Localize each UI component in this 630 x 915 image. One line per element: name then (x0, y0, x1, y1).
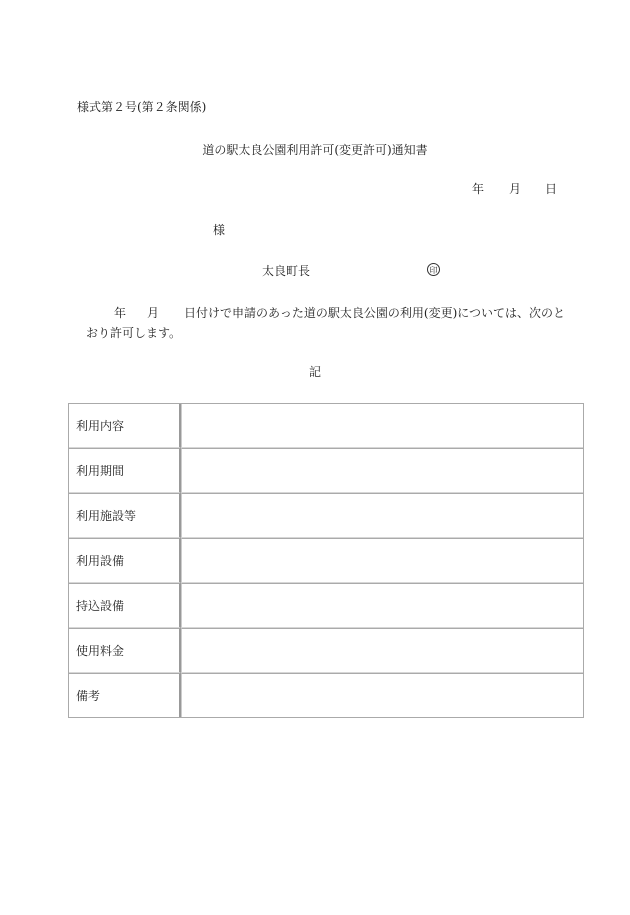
row-label: 利用施設等 (69, 493, 181, 538)
table-row (69, 448, 583, 493)
table-row (69, 404, 583, 448)
table-row (69, 538, 583, 583)
row-value (181, 404, 583, 448)
permit-details-table (68, 403, 584, 718)
row-label: 利用期間 (69, 448, 181, 493)
date-month-label: 月 (509, 182, 522, 196)
row-label: 持込設備 (69, 583, 181, 628)
row-value (181, 448, 583, 493)
date-day-label: 日 (545, 182, 558, 196)
body-text-line1: 日付けで申請のあった道の駅太良公園の利用(変更)については、次のと (184, 306, 566, 320)
row-label: 利用設備 (69, 538, 181, 583)
body-month-label: 月 (147, 306, 160, 320)
body-year-label: 年 (114, 306, 127, 320)
row-label: 使用料金 (69, 628, 181, 673)
row-value (181, 538, 583, 583)
body-text-line2: おり許可します。 (86, 326, 182, 340)
row-value (181, 673, 583, 717)
row-value (181, 493, 583, 538)
issuer-title: 太良町長 (262, 264, 311, 278)
row-label: 備考 (69, 673, 181, 717)
form-number: 様式第２号(第２条関係) (77, 100, 207, 114)
table-row (69, 493, 583, 538)
row-label: 利用内容 (69, 404, 181, 448)
table-row (69, 628, 583, 673)
ki-heading: 記 (308, 365, 321, 379)
table-row (69, 673, 583, 717)
date-year-label: 年 (472, 182, 485, 196)
seal-icon: 印 (427, 263, 440, 276)
row-value (181, 583, 583, 628)
document-title: 道の駅太良公園利用許可(変更許可)通知書 (202, 143, 428, 157)
addressee-honorific: 様 (213, 223, 226, 237)
table-row (69, 583, 583, 628)
row-value (181, 628, 583, 673)
